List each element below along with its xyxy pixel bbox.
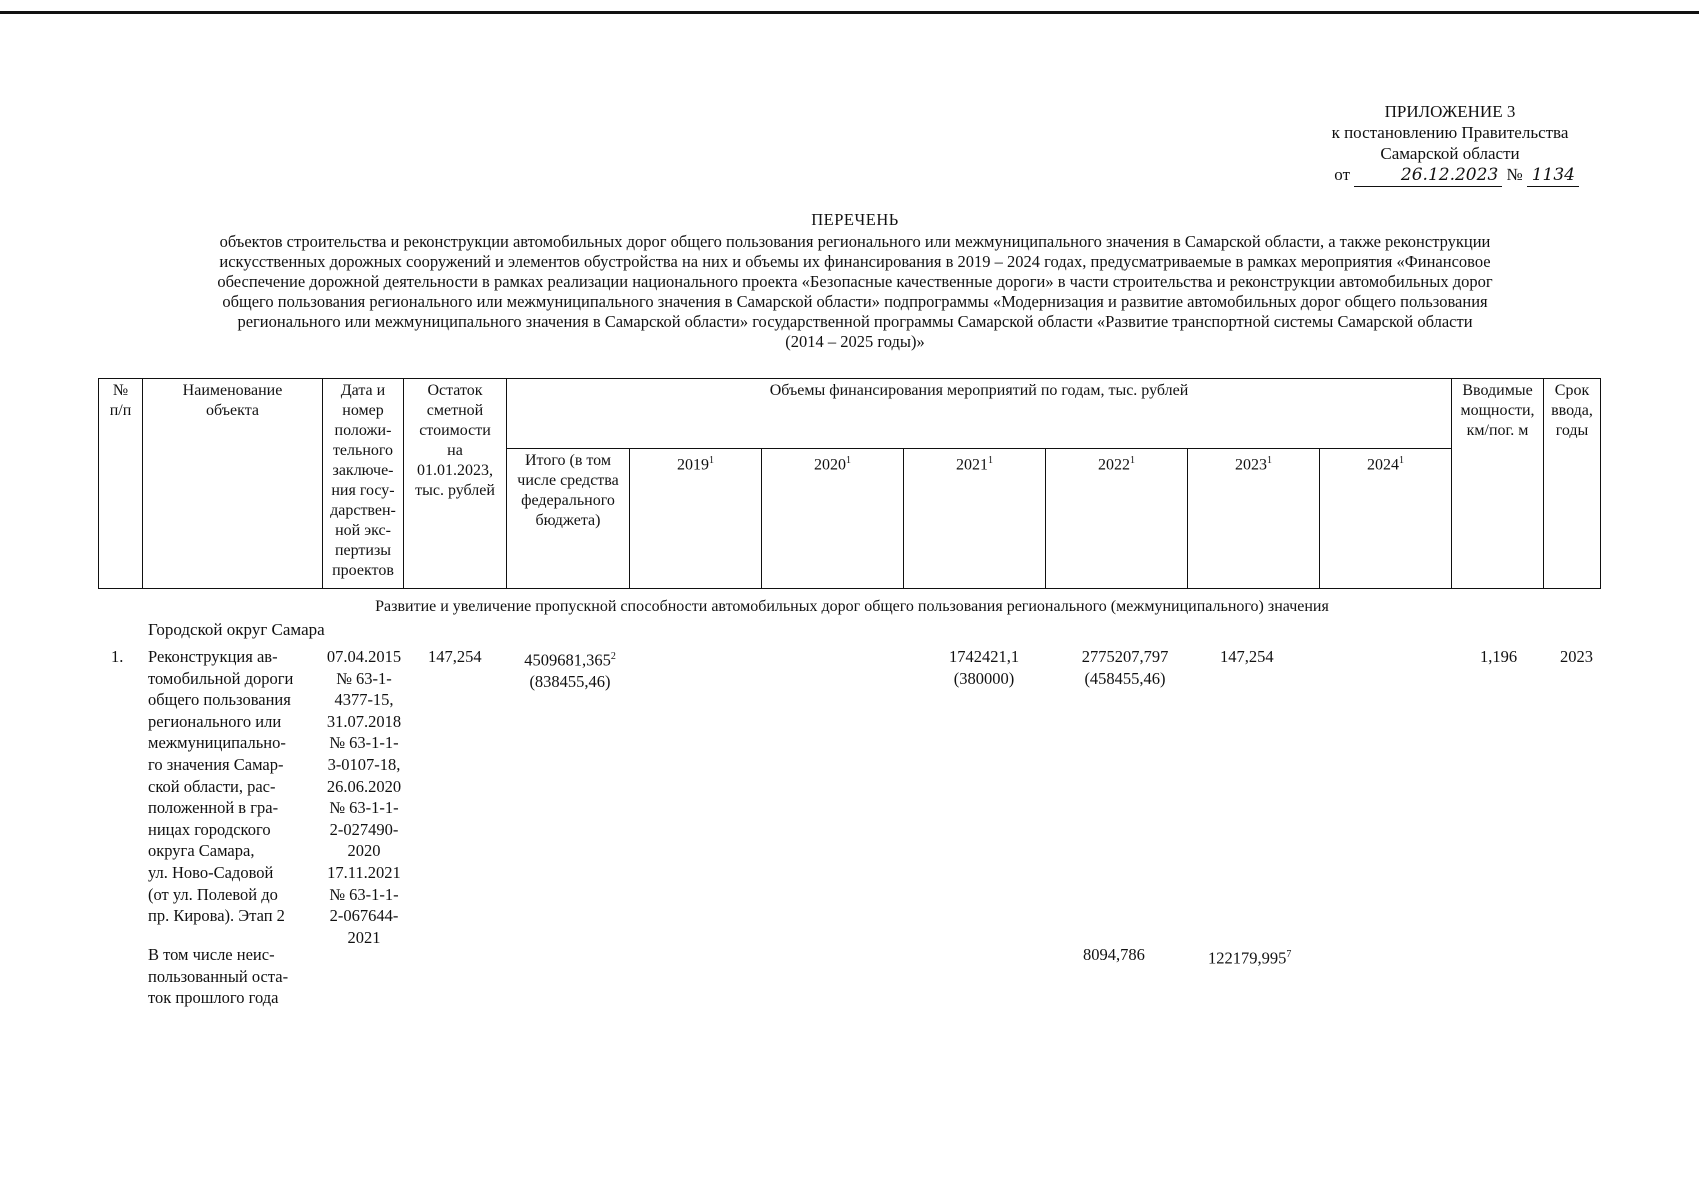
title-line: (2014 – 2025 годы)» (785, 332, 925, 351)
funding-table-header (98, 378, 1601, 589)
header-year-2020: 2020$^1$ (762, 449, 904, 589)
row-year-2022: 2775207,797 (458455,46) (1081, 647, 1169, 688)
header-term: Срок ввода, годы (1544, 379, 1601, 589)
number-prefix: № (1506, 165, 1523, 184)
header-capacity: Вводимые мощности, км/пог. м (1452, 379, 1544, 589)
row-total: 4509681,365$^2$ (838455,46) (524, 650, 616, 692)
header-name: Наименование объекта (143, 379, 323, 589)
header-year-2021: 2021$^1$ (904, 449, 1046, 589)
row-year-2021: 1742421,1 (380000) (948, 647, 1020, 688)
header-year-2022: 2022$^1$ (1046, 449, 1188, 589)
header-remainder: Остаток сметной стоимости на 01.01.2023, тыс. рублей (404, 379, 507, 589)
document-title (120, 210, 1590, 352)
header-year-2019: 2019$^1$ (630, 449, 762, 589)
header-funding: Объемы финансирования мероприятий по годам, тыс. рублей (507, 379, 1452, 449)
title-heading: ПЕРЕЧЕНЬ (811, 210, 899, 229)
title-line: обеспечение дорожной деятельности в рамках реализации национального проекта «Безопасные качественные дороги» в части строительства и реконструкции автомобильных дорог (217, 272, 1493, 291)
row-expertise: 07.04.2015 № 63-1- 4377-15, 31.07.2018 № 63-1-1- 3-0107-18, 26.06.2020 № 63-1-1- 2-027490- 2020 17.11.2021 № 63-1-1- 2-067644- 2021 (326, 647, 402, 947)
row-remainder: 147,254 (428, 647, 482, 666)
including-year-2023: 122179,995$^7$ (1208, 948, 1292, 968)
row-term: 2023 (1560, 647, 1593, 666)
including-label: В том числе неис- пользованный оста- ток прошлого года (148, 945, 289, 1008)
title-line: объектов строительства и реконструкции автомобильных дорог общего пользования регионального или межмуниципального значения в Самарской области, а также реконструкции (219, 232, 1491, 251)
title-line: общего пользования регионального или межмуниципального значения в Самарской области» подпрограммы «Модернизация и развитие автомобильных дорог общего пользования (222, 292, 1488, 311)
appendix-title: ПРИЛОЖЕНИЕ 3 (1384, 102, 1516, 121)
header-total: Итого (в том числе средства федерального бюджета) (507, 449, 630, 589)
top-border-line (0, 11, 1699, 14)
handwritten-date: 26.12.2023 (1354, 165, 1502, 187)
appendix-block (1295, 101, 1605, 187)
row-number: 1. (111, 647, 124, 666)
header-year-2023: 2023$^1$ (1188, 449, 1320, 589)
title-line: искусственных дорожных сооружений и элементов обустройства на них и объемы их финансирования в 2019 – 2024 годах, предусматриваемые в рамках мероприятия «Финансовое (219, 252, 1491, 271)
title-line: регионального или межмуниципального значения в Самарской области» государственной программы Самарской области «Развитие транспортной системы Самарской области (237, 312, 1473, 331)
date-prefix: от (1334, 165, 1351, 184)
row-capacity: 1,196 (1480, 647, 1518, 666)
appendix-resolution: к постановлению Правительства (1331, 123, 1569, 142)
section-title: Развитие и увеличение пропускной способности автомобильных дорог общего пользования регионального (межмуниципального) значения (375, 598, 1329, 615)
row-object-name: Реконструкция ав- томобильной дороги общего пользования регионального или межмуниципально- го значения Самар- ской области, рас- положенной в гра- ницах городского округа Самара, ул. Ново-Садовой (от ул. Полевой до пр. Кирова). Этап 2 (148, 647, 294, 926)
header-num: № п/п (99, 379, 143, 589)
row-year-2023: 147,254 (1220, 647, 1274, 666)
handwritten-number: 1134 (1527, 165, 1579, 187)
appendix-region: Самарской области (1380, 144, 1520, 163)
appendix-signature-line (1295, 164, 1605, 187)
header-expertise: Дата и номер положи- тельного заключе- ния госу- дарствен- ной экс- пертизы проектов (323, 379, 404, 589)
including-year-2022: 8094,786 (1083, 945, 1145, 964)
header-year-2024: 2024$^1$ (1320, 449, 1452, 589)
subsection-title: Городской округ Самара (148, 620, 325, 639)
